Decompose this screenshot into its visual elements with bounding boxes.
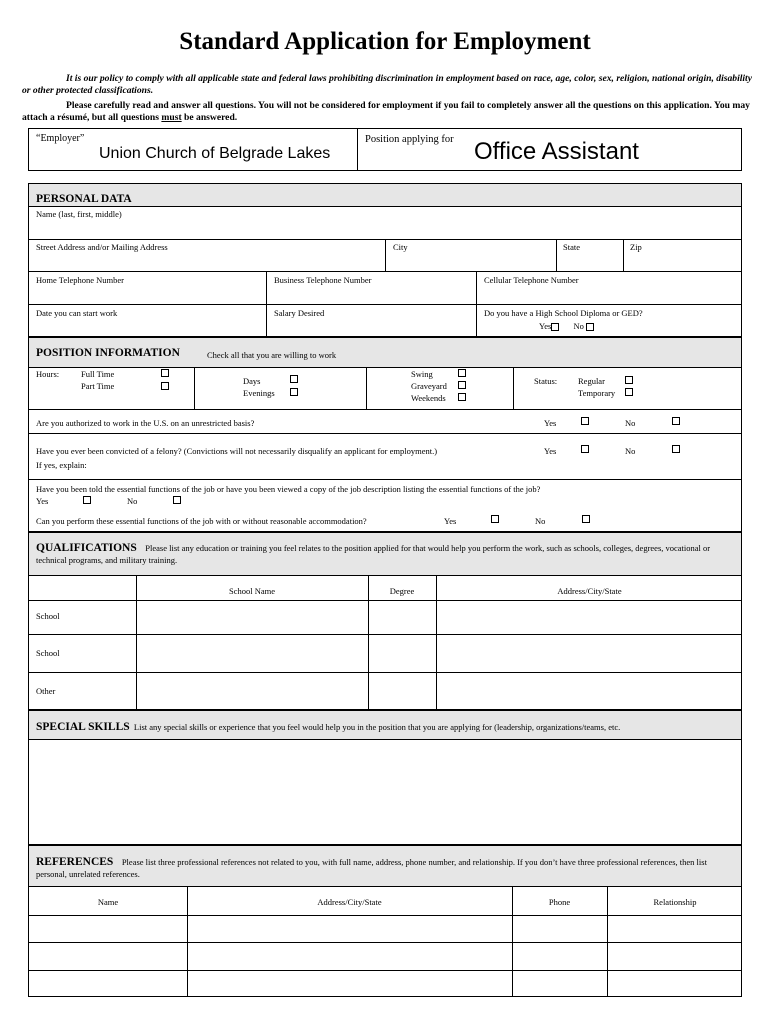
address-header: Address/City/State xyxy=(557,586,622,596)
position-label: Position applying for xyxy=(365,134,454,145)
position-info-heading: POSITION INFORMATION xyxy=(36,347,180,359)
street-label: Street Address and/or Mailing Address xyxy=(36,242,168,252)
page-title: Standard Application for Employment xyxy=(179,28,591,55)
essential-functions-yes-checkbox[interactable] xyxy=(83,496,91,504)
swing-checkbox[interactable] xyxy=(458,369,466,377)
status-label: Status: xyxy=(534,376,558,386)
accommodation-yes-checkbox[interactable] xyxy=(491,515,499,523)
name-label: Name (last, first, middle) xyxy=(36,209,122,219)
diploma-question: Do you have a High School Diploma or GED? xyxy=(484,308,643,318)
essential-functions-no-checkbox[interactable] xyxy=(173,496,181,504)
diploma-options: Yes No xyxy=(539,321,594,331)
employer-position-box xyxy=(28,128,742,171)
position-info-section xyxy=(28,337,742,532)
qualifications-heading: QUALIFICATIONS xyxy=(36,542,137,554)
personal-data-section xyxy=(28,183,742,337)
graveyard-checkbox[interactable] xyxy=(458,381,466,389)
business-phone-label: Business Telephone Number xyxy=(274,275,372,285)
home-phone-label: Home Telephone Number xyxy=(36,275,125,285)
city-label: City xyxy=(393,242,408,252)
hours-label: Hours: xyxy=(36,369,60,379)
essential-functions-question: Have you been told the essential functions of the job or have you been viewed a copy of the job description listing the essential functions of the job? xyxy=(36,484,541,494)
part-time-checkbox[interactable] xyxy=(161,382,169,390)
authorized-no-label: No xyxy=(625,418,636,428)
days-label: Days xyxy=(243,376,261,386)
employer-field[interactable]: Union Church of Belgrade Lakes xyxy=(99,145,331,162)
full-time-label: Full Time xyxy=(81,369,115,379)
position-field[interactable]: Office Assistant xyxy=(474,138,639,165)
special-skills-section xyxy=(28,710,742,845)
table-row: Other xyxy=(36,686,56,696)
start-date-label: Date you can start work xyxy=(36,308,118,318)
instructions: Please carefully read and answer all questions. You will not be considered for employment if you fail to completely answer all the questions on this application. You may attach a résumé, but all questions must be answered. xyxy=(22,100,750,123)
diploma-no-checkbox[interactable] xyxy=(586,323,594,331)
state-label: State xyxy=(563,242,580,252)
degree-header: Degree xyxy=(389,586,415,596)
qualifications-intro: QUALIFICATIONS Please list any education or training you feel relates to the position applied for that would help you perform the work, such as schools, colleges, degrees, vocational or technical programs, and military training. xyxy=(36,542,711,565)
evenings-label: Evenings xyxy=(243,388,275,398)
special-skills-field[interactable] xyxy=(29,740,741,844)
felony-yes-checkbox[interactable] xyxy=(581,445,589,453)
accommodation-question: Can you perform these essential functions of the job with or without reasonable accommodation? xyxy=(36,516,367,526)
weekends-checkbox[interactable] xyxy=(458,393,466,401)
regular-checkbox[interactable] xyxy=(625,376,633,384)
ref-relationship-header: Relationship xyxy=(653,897,697,907)
special-skills-intro: SPECIAL SKILLS List any special skills or experience that you feel would help you in the position that you are applying for (leadership, organizations/teams, etc. xyxy=(36,721,621,733)
evenings-checkbox[interactable] xyxy=(290,388,298,396)
graveyard-label: Graveyard xyxy=(411,381,447,391)
essential-functions-no-label: No xyxy=(127,496,138,506)
authorized-yes-checkbox[interactable] xyxy=(581,417,589,425)
felony-no-label: No xyxy=(625,446,636,456)
special-skills-heading: SPECIAL SKILLS xyxy=(36,721,130,733)
name-field[interactable] xyxy=(29,206,741,239)
table-row: School xyxy=(36,611,60,621)
authorized-yes-label: Yes xyxy=(544,418,557,428)
authorized-question: Are you authorized to work in the U.S. on an unrestricted basis? xyxy=(36,418,255,428)
cell-phone-label: Cellular Telephone Number xyxy=(484,275,579,285)
regular-label: Regular xyxy=(578,376,605,386)
diploma-yes-checkbox[interactable] xyxy=(551,323,559,331)
ref-name-header: Name xyxy=(97,897,119,907)
ref-address-header: Address/City/State xyxy=(317,897,382,907)
table-row: School xyxy=(36,648,60,658)
felony-question: Have you ever been convicted of a felony? (Convictions will not necessarily disqualify an applicant for employment.) xyxy=(36,446,438,456)
authorized-no-checkbox[interactable] xyxy=(672,417,680,425)
employer-label: “Employer” xyxy=(36,133,85,144)
full-time-checkbox[interactable] xyxy=(161,369,169,377)
essential-functions-yes-label: Yes xyxy=(36,496,49,506)
salary-label: Salary Desired xyxy=(274,308,325,318)
accommodation-no-label: No xyxy=(535,516,546,526)
qualifications-section xyxy=(28,532,742,710)
temporary-label: Temporary xyxy=(578,388,616,398)
weekends-label: Weekends xyxy=(411,393,446,403)
personal-data-heading: PERSONAL DATA xyxy=(36,193,132,205)
accommodation-no-checkbox[interactable] xyxy=(582,515,590,523)
swing-label: Swing xyxy=(411,369,433,379)
felony-no-checkbox[interactable] xyxy=(672,445,680,453)
accommodation-yes-label: Yes xyxy=(444,516,457,526)
school-name-header: School Name xyxy=(228,586,276,596)
position-info-subheading: Check all that you are willing to work xyxy=(207,350,337,360)
references-heading: REFERENCES xyxy=(36,856,114,868)
explain-label: If yes, explain: xyxy=(36,460,87,470)
references-intro: REFERENCES Please list three professional references not related to you, with full name, address, phone number, and relationship. If you don’t have three professional references, then list personal, unrelated references. xyxy=(36,856,707,879)
zip-label: Zip xyxy=(630,242,642,252)
policy-statement: It is our policy to comply with all applicable state and federal laws prohibiting discrimination in employment based on race, age, color, sex, religion, national origin, disability or other protected classifications. xyxy=(22,73,752,96)
temporary-checkbox[interactable] xyxy=(625,388,633,396)
days-checkbox[interactable] xyxy=(290,375,298,383)
ref-phone-header: Phone xyxy=(548,897,571,907)
part-time-label: Part Time xyxy=(81,381,115,391)
felony-yes-label: Yes xyxy=(544,446,557,456)
references-section xyxy=(28,845,742,997)
